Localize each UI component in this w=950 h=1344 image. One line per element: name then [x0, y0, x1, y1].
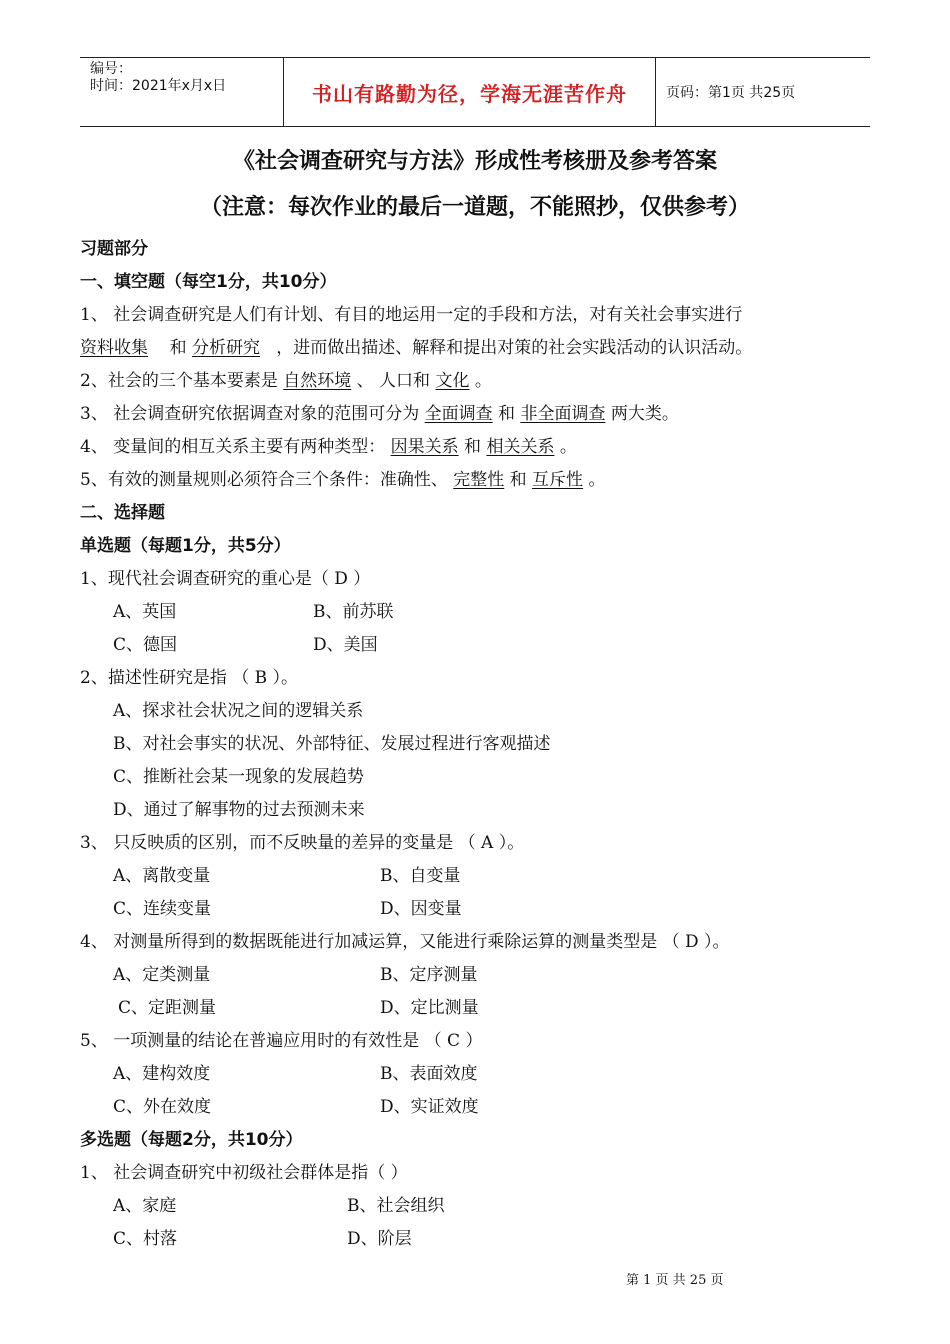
fill-q1-answer1: 资料收集 — [80, 338, 148, 358]
multi-q1-option-c: C、村落 — [113, 1229, 178, 1249]
single-q1-option-d: D、美国 — [313, 635, 378, 655]
document-subtitle: （注意：每次作业的最后一道题，不能照抄，仅供参考） — [199, 195, 750, 220]
single-q5-option-a: A、建构效度 — [113, 1064, 211, 1084]
fill-q5-answer1: 完整性 — [453, 470, 505, 490]
multi-q1: 1、 社会调查研究中初级社会群体是指（ ） — [80, 1163, 408, 1183]
fill-q3-answer1: 全面调查 — [424, 404, 493, 424]
single-q4: 4、 对测量所得到的数据既能进行加减运算，又能进行乘除运算的测量类型是 （ D ）。 — [80, 932, 730, 952]
single-q2-option-a: A、探求社会状况之间的逻辑关系 — [113, 701, 364, 721]
header-page-info: 页码：第1页 共25页 — [666, 85, 796, 101]
single-q3: 3、 只反映质的区别，而不反映量的差异的变量是 （ A ）。 — [80, 833, 525, 853]
fill-q3-text: 3、 社会调查研究依据调查对象的范围可分为 — [80, 404, 420, 424]
fill-q1-rest: ，进而做出描述、解释和提出对策的社会实践活动的认识活动。 — [276, 338, 753, 358]
page-footer: 第 1 页 共 25 页 — [626, 1273, 724, 1288]
fill-q3 — [80, 399, 679, 424]
multi-q1-option-a: A、家庭 — [113, 1196, 177, 1216]
fill-q1-line1: 1、 社会调查研究是人们有计划、有目的地运用一定的手段和方法，对有关社会事实进行 — [80, 305, 743, 325]
single-q1-option-a: A、英国 — [113, 602, 177, 622]
single-q1-option-b: B、前苏联 — [313, 602, 394, 622]
multi-q1-option-d: D、阶层 — [347, 1229, 412, 1249]
fill-q1-line2 — [80, 333, 752, 358]
code-label: 编号： — [90, 61, 132, 77]
fill-q2 — [80, 366, 492, 391]
single-q4-option-d: D、定比测量 — [380, 998, 479, 1018]
multi-q1-option-b: B、社会组织 — [347, 1196, 445, 1216]
single-q5-option-c: C、外在效度 — [113, 1097, 212, 1117]
choice-heading: 二、选择题 — [80, 503, 165, 523]
single-q5-option-d: D、实证效度 — [380, 1097, 479, 1117]
header-meta — [80, 58, 283, 126]
single-q1: 1、现代社会调查研究的重心是（ D ） — [80, 569, 371, 589]
single-q3-option-a: A、离散变量 — [113, 866, 211, 886]
fill-q5-and: 和 — [509, 470, 527, 490]
fill-q2-text: 2、社会的三个基本要素是 — [80, 371, 278, 391]
single-q5-option-b: B、表面效度 — [380, 1064, 478, 1084]
document-title: 《社会调查研究与方法》形成性考核册及参考答案 — [232, 149, 717, 174]
fill-q2-mid: 、 人口和 — [356, 371, 431, 391]
single-q1-option-c: C、德国 — [113, 635, 178, 655]
fill-heading: 一、填空题（每空1分，共10分） — [80, 272, 337, 292]
page-header — [80, 57, 870, 127]
time-label: 时间：2021年x月x日 — [90, 78, 227, 94]
fill-q5 — [80, 465, 605, 490]
single-q3-option-c: C、连续变量 — [113, 899, 212, 919]
fill-q5-end: 。 — [588, 470, 606, 490]
fill-q2-answer2: 文化 — [435, 371, 470, 391]
multi-choice-heading: 多选题（每题2分，共10分） — [80, 1130, 303, 1150]
single-q4-option-b: B、定序测量 — [380, 965, 478, 985]
fill-q5-text: 5、有效的测量规则必须符合三个条件：准确性、 — [80, 470, 448, 490]
single-q2: 2、描述性研究是指 （ B ）。 — [80, 668, 299, 688]
fill-q4-answer1: 因果关系 — [390, 437, 459, 457]
fill-q3-and: 和 — [498, 404, 516, 424]
fill-q4-text: 4、 变量间的相互关系主要有两种类型： — [80, 437, 386, 457]
fill-q1-answer2: 分析研究 — [192, 338, 261, 358]
single-q2-option-d: D、通过了解事物的过去预测未来 — [113, 800, 365, 820]
single-q4-option-a: A、定类测量 — [113, 965, 211, 985]
fill-q4-answer2: 相关关系 — [486, 437, 555, 457]
single-q2-option-b: B、对社会事实的状况、外部特征、发展过程进行客观描述 — [113, 734, 551, 754]
single-q3-option-d: D、因变量 — [380, 899, 462, 919]
fill-q3-end: 两大类。 — [610, 404, 679, 424]
fill-q2-end: 。 — [474, 371, 492, 391]
fill-q4-end: 。 — [559, 437, 577, 457]
header-motto: 书山有路勤为径，学海无涯苦作舟 — [283, 58, 656, 126]
single-q5: 5、 一项测量的结论在普遍应用时的有效性是 （ C ） — [80, 1031, 483, 1051]
single-q3-option-b: B、自变量 — [380, 866, 461, 886]
fill-q4-and: 和 — [464, 437, 482, 457]
fill-q5-answer2: 互斥性 — [532, 470, 584, 490]
fill-q2-answer1: 自然环境 — [283, 371, 352, 391]
fill-q1-and: 和 — [169, 338, 187, 358]
single-choice-heading: 单选题（每题1分，共5分） — [80, 536, 291, 556]
single-q2-option-c: C、推断社会某一现象的发展趋势 — [113, 767, 365, 787]
section-exercises: 习题部分 — [80, 239, 148, 259]
single-q4-option-c: C、定距测量 — [118, 998, 217, 1018]
fill-q3-answer2: 非全面调查 — [520, 404, 606, 424]
fill-q4 — [80, 432, 577, 457]
